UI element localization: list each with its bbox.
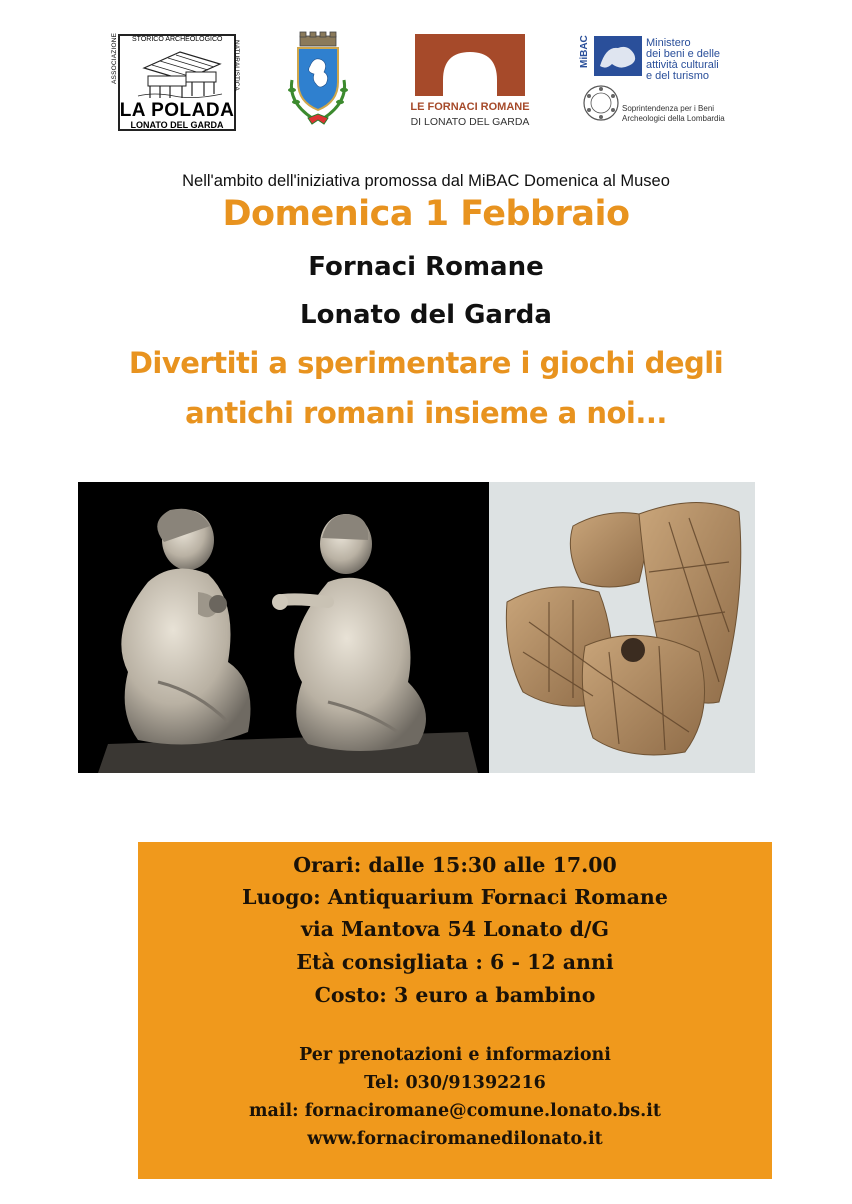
pile-dwelling-icon — [134, 46, 226, 100]
polada-place: LONATO DEL GARDA — [130, 120, 224, 130]
mibac-line-4: e del turismo — [646, 70, 709, 82]
info-website: www.fornaciromanedilonato.it — [307, 1129, 603, 1149]
mibac-logo — [578, 34, 748, 134]
fornaci-logo-name: LE FORNACI ROMANE — [410, 101, 530, 113]
polada-association-text: ASSOCIAZIONE — [111, 32, 118, 84]
tagline-line-2: antichi romani insieme a noi... — [185, 396, 667, 430]
info-booking: Per prenotazioni e informazioni — [299, 1045, 611, 1065]
info-location: Luogo: Antiquarium Fornaci Romane — [242, 885, 668, 909]
info-hours: Orari: dalle 15:30 alle 17.00 — [293, 853, 617, 877]
mibac-emblem-icon — [594, 36, 642, 76]
polada-right-text: NATURALISTICA — [233, 40, 240, 91]
mibac-line-3: attività culturali — [646, 59, 719, 71]
fornaci-logo-place: DI LONATO DEL GARDA — [410, 116, 530, 128]
info-phone: Tel: 030/91392216 — [364, 1073, 546, 1093]
soprintendenza-line-2: Archeologici della Lombardia — [622, 114, 725, 123]
game-boards-photo — [489, 482, 755, 773]
info-address: via Mantova 54 Lonato d/G — [300, 917, 610, 941]
fornaci-romane-logo — [410, 34, 530, 134]
polada-name: LA POLADA — [119, 100, 235, 121]
info-cost: Costo: 3 euro a bambino — [314, 983, 596, 1007]
info-age: Età consigliata : 6 - 12 anni — [296, 950, 614, 974]
info-email: mail: fornaciromane@comune.lonato.bs.it — [249, 1101, 661, 1121]
venue-town: Lonato del Garda — [300, 300, 552, 330]
soprintendenza-seal-icon — [582, 84, 620, 122]
tagline-line-1: Divertiti a sperimentare i giochi degli — [128, 346, 724, 380]
terracotta-figurines-photo — [78, 482, 489, 773]
coat-of-arms-icon — [282, 30, 354, 130]
mibac-line-2: dei beni e delle — [646, 48, 721, 60]
polada-top-text: STORICO ARCHEOLOGICO — [132, 36, 223, 43]
municipal-crest-logo — [282, 30, 354, 130]
intro-text: Nell'ambito dell'iniziativa promossa dal MiBAC Domenica al Museo — [182, 172, 670, 190]
event-info-box — [138, 842, 772, 1179]
la-polada-logo — [112, 34, 240, 134]
soprintendenza-line-1: Soprintendenza per i Beni — [622, 104, 715, 113]
mibac-acronym: MiBAC — [579, 35, 590, 68]
mibac-line-1: Ministero — [646, 37, 691, 49]
arch-icon — [415, 34, 525, 96]
venue-title: Fornaci Romane — [308, 252, 544, 282]
event-date: Domenica 1 Febbraio — [222, 194, 630, 234]
